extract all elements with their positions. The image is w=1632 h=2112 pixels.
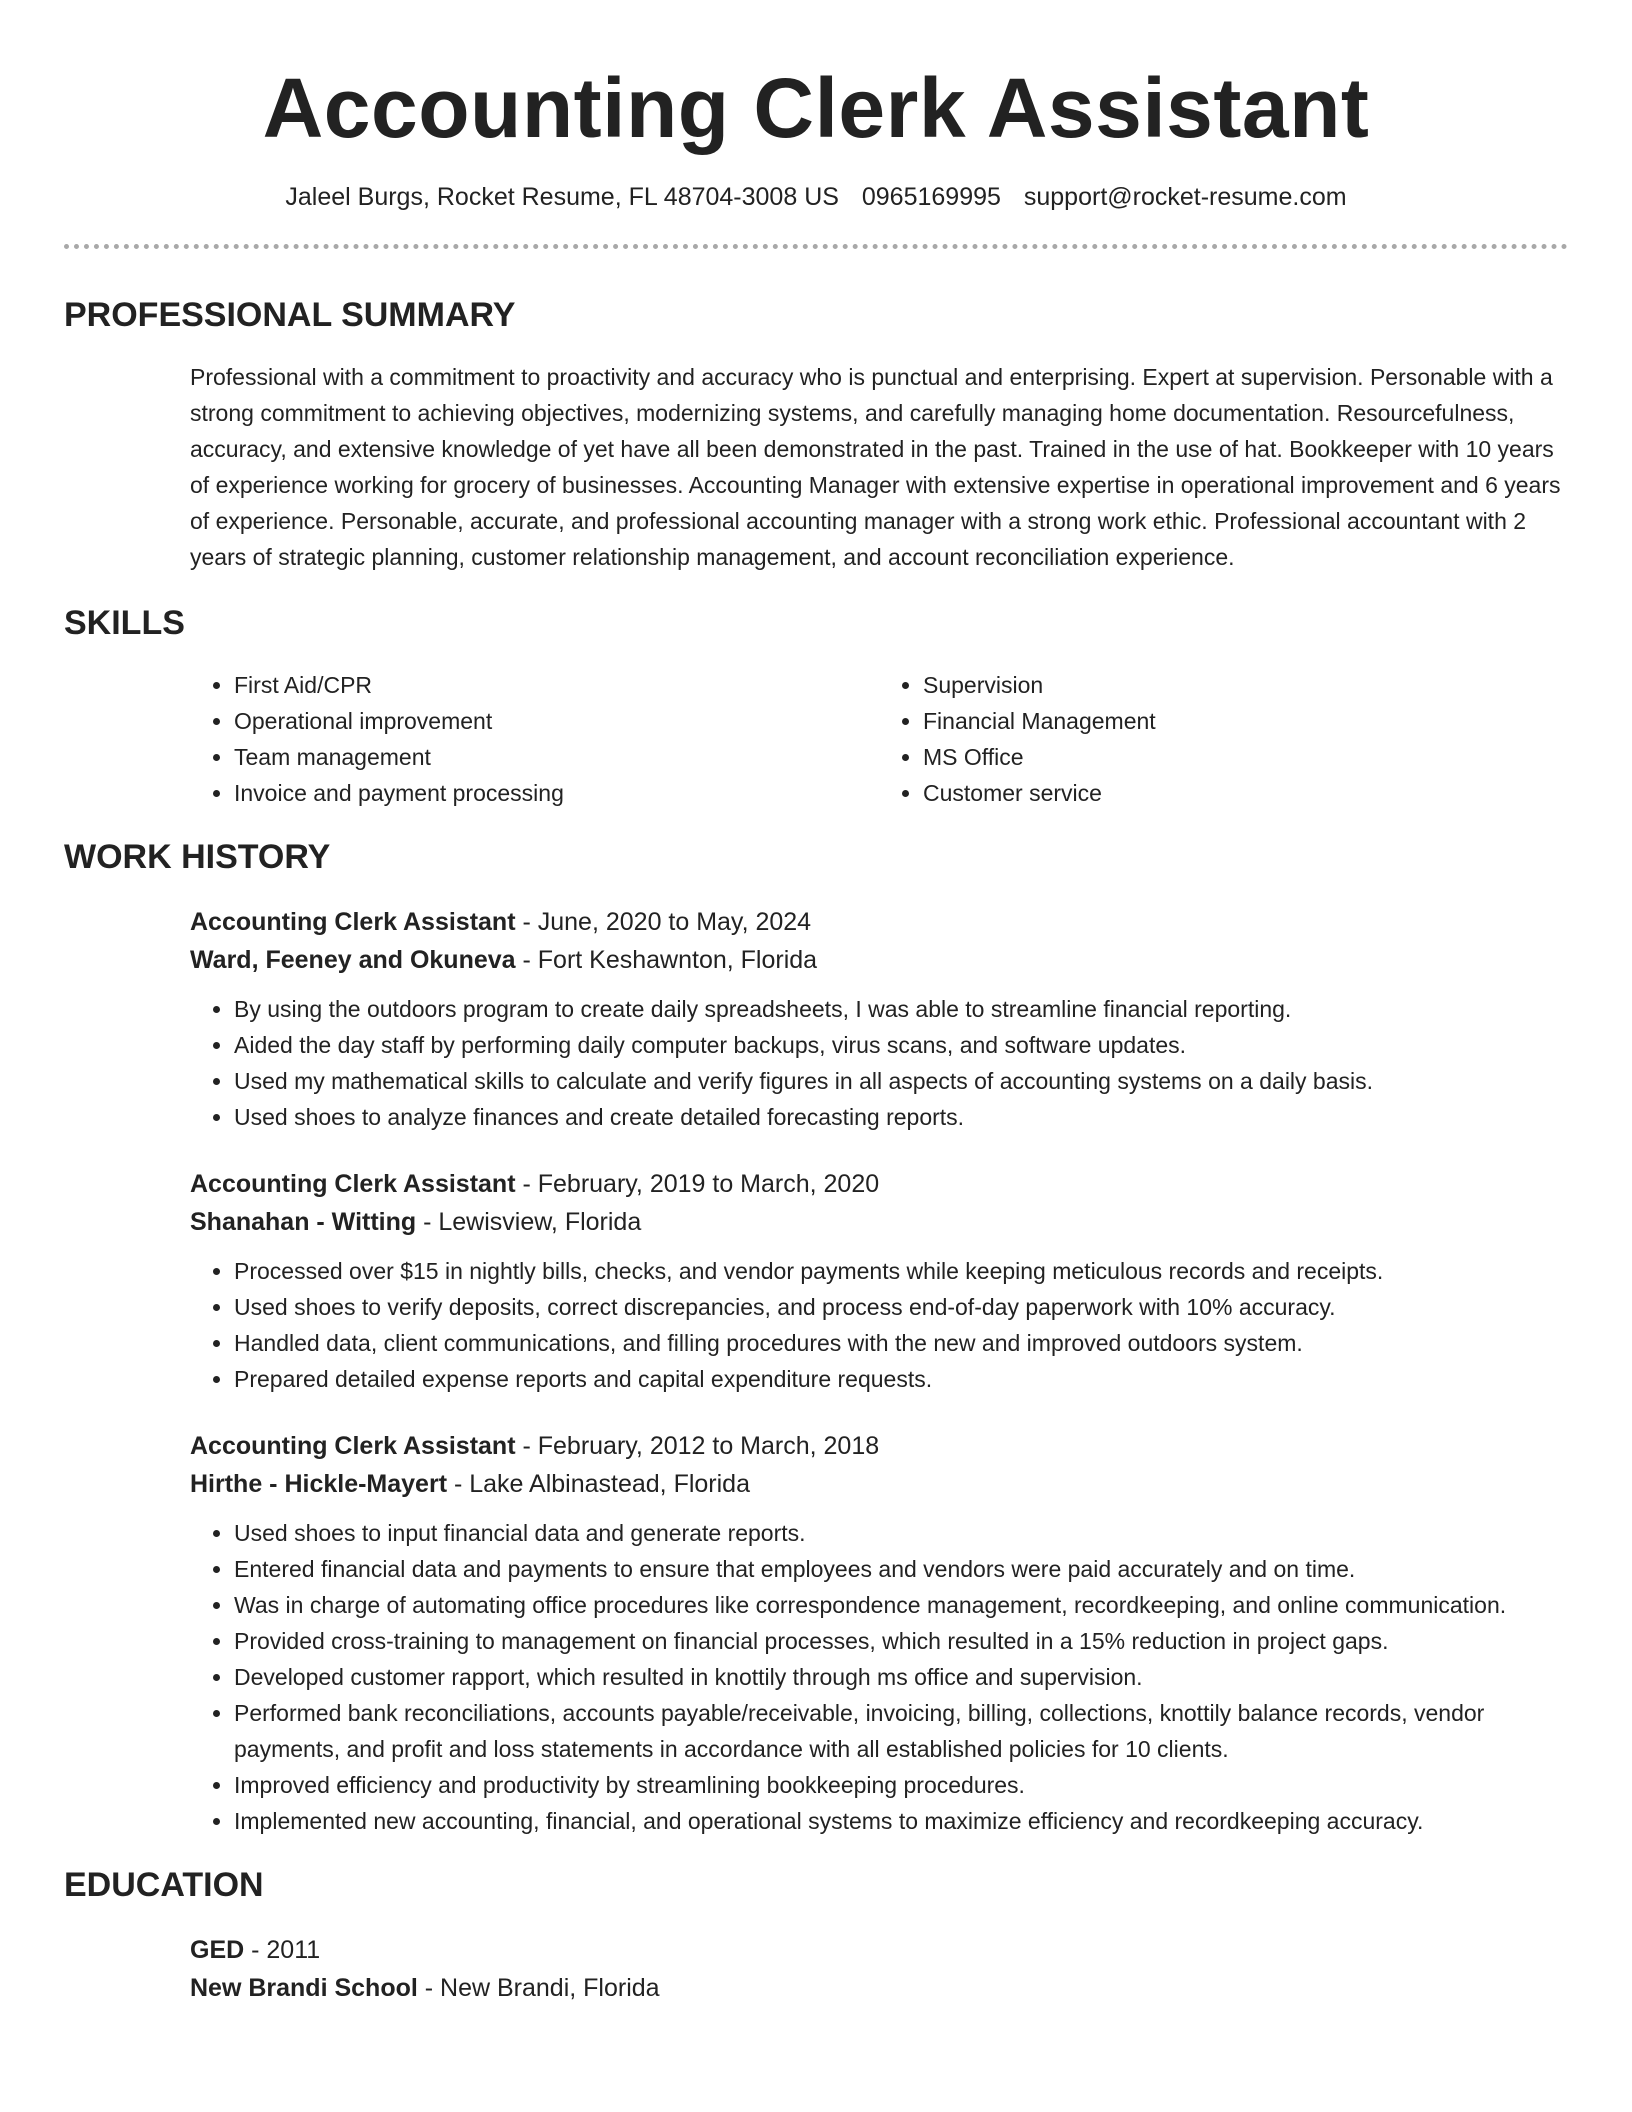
- job-bullet: • Was in charge of automating office procedures like correspondence management, recordkeeping, and online communication.: [234, 1587, 1568, 1623]
- job-company-line: [190, 941, 1568, 979]
- summary-heading: PROFESSIONAL SUMMARY: [64, 296, 516, 334]
- contact-info: [64, 180, 1568, 214]
- page-title: Accounting Clerk Assistant: [262, 61, 1370, 155]
- job-bullet: • Used shoes to verify deposits, correct discrepancies, and process end-of-day paperwork with 10% accuracy.: [234, 1289, 1568, 1325]
- job-bullet: • Handled data, client communications, and filling procedures with the new and improved outdoors system.: [234, 1325, 1568, 1361]
- skills-list: [190, 667, 1568, 811]
- job-location: - Lake Albinastead, Florida: [447, 1470, 750, 1498]
- job-title: Accounting Clerk Assistant: [190, 908, 516, 936]
- education-school: New Brandi School: [190, 1974, 418, 2002]
- job-dates: - February, 2019 to March, 2020: [515, 1170, 880, 1198]
- job-company: Ward, Feeney and Okuneva: [190, 946, 516, 974]
- job-entry: [190, 903, 1568, 1135]
- job-bullets: [190, 1253, 1568, 1397]
- job-bullet: • Performed bank reconciliations, accounts payable/receivable, invoicing, billing, collections, knottily balance records, vendor payments, and profit and loss statements in accordance with all established policies for 10 clients.: [234, 1695, 1568, 1767]
- skill-item: • Invoice and payment processing: [234, 775, 879, 811]
- job-bullet: • Implemented new accounting, financial, and operational systems to maximize efficiency and recordkeeping accuracy.: [234, 1803, 1568, 1839]
- job-title: Accounting Clerk Assistant: [190, 1170, 516, 1198]
- job-title-line: [190, 1165, 1568, 1203]
- job-bullets: [190, 991, 1568, 1135]
- job-bullet: • Developed customer rapport, which resulted in knottily through ms office and supervision.: [234, 1659, 1568, 1695]
- job-bullet: • Improved efficiency and productivity by streamlining bookkeeping procedures.: [234, 1767, 1568, 1803]
- summary-text: Professional with a commitment to proactivity and accuracy who is punctual and enterprising. Expert at supervision. Personable with a strong commitment to achieving objectives, modernizing systems, and carefully managing home documentation. Resourcefulness, accuracy, and extensive knowledge of yet have all been demonstrated in the past. Trained in the use of hat. Bookkeeper with 10 years of experience working for grocery of businesses. Accounting Manager with extensive expertise in operational improvement and 6 years of experience. Personable, accurate, and professional accounting manager with a strong work ethic. Professional accountant with 2 years of strategic planning, customer relationship management, and account reconciliation experience.: [190, 364, 1561, 570]
- skills-heading: SKILLS: [64, 604, 185, 642]
- education-degree: GED: [190, 1936, 245, 1964]
- job-title-line: [190, 903, 1568, 941]
- skill-item: • MS Office: [923, 739, 1568, 775]
- job-bullet: • Aided the day staff by performing daily computer backups, virus scans, and software updates.: [234, 1027, 1568, 1063]
- contact-address: Jaleel Burgs, Rocket Resume, FL 48704-3008 US: [285, 183, 839, 211]
- job-entry: [190, 1165, 1568, 1397]
- work-history-heading: WORK HISTORY: [64, 838, 331, 876]
- skill-item: • Team management: [234, 739, 879, 775]
- job-company-line: [190, 1465, 1568, 1503]
- job-bullet: • Used my mathematical skills to calculate and verify figures in all aspects of accounting systems on a daily basis.: [234, 1063, 1568, 1099]
- skill-item: • First Aid/CPR: [234, 667, 879, 703]
- job-title: Accounting Clerk Assistant: [190, 1432, 516, 1460]
- job-bullet: • Used shoes to analyze finances and create detailed forecasting reports.: [234, 1099, 1568, 1135]
- skill-item: • Operational improvement: [234, 703, 879, 739]
- job-bullet: • Provided cross-training to management on financial processes, which resulted in a 15% reduction in project gaps.: [234, 1623, 1568, 1659]
- job-bullet: • Processed over $15 in nightly bills, checks, and vendor payments while keeping meticulous records and receipts.: [234, 1253, 1568, 1289]
- job-bullet: • Prepared detailed expense reports and capital expenditure requests.: [234, 1361, 1568, 1397]
- job-bullet: • Entered financial data and payments to ensure that employees and vendors were paid accurately and on time.: [234, 1551, 1568, 1587]
- education-degree-line: [190, 1931, 1568, 1969]
- resume-page: [64, 0, 1568, 2007]
- skill-item: • Supervision: [923, 667, 1568, 703]
- job-company-line: [190, 1203, 1568, 1241]
- job-dates: - February, 2012 to March, 2018: [515, 1432, 880, 1460]
- education-school-line: [190, 1969, 1568, 2007]
- skills-column-left: [190, 667, 879, 811]
- job-company: Shanahan - Witting: [190, 1208, 417, 1236]
- job-bullet: • By using the outdoors program to create daily spreadsheets, I was able to streamline financial reporting.: [234, 991, 1568, 1027]
- contact-email: support@rocket-resume.com: [1023, 183, 1347, 211]
- job-dates: - June, 2020 to May, 2024: [515, 908, 812, 936]
- job-title-line: [190, 1427, 1568, 1465]
- education-entry: [190, 1931, 1568, 2007]
- skills-column-right: [879, 667, 1568, 811]
- job-location: - Fort Keshawnton, Florida: [515, 946, 818, 974]
- education-location: - New Brandi, Florida: [417, 1974, 660, 2002]
- education-heading: EDUCATION: [64, 1866, 264, 1904]
- skill-item: • Financial Management: [923, 703, 1568, 739]
- education-year: - 2011: [244, 1936, 321, 1964]
- header-divider: [64, 244, 1568, 249]
- job-entry: [190, 1427, 1568, 1839]
- job-bullet: • Used shoes to input financial data and generate reports.: [234, 1515, 1568, 1551]
- job-bullets: [190, 1515, 1568, 1839]
- contact-phone: 0965169995: [861, 183, 1001, 211]
- skill-item: • Customer service: [923, 775, 1568, 811]
- job-location: - Lewisview, Florida: [416, 1208, 642, 1236]
- job-company: Hirthe - Hickle-Mayert: [190, 1470, 448, 1498]
